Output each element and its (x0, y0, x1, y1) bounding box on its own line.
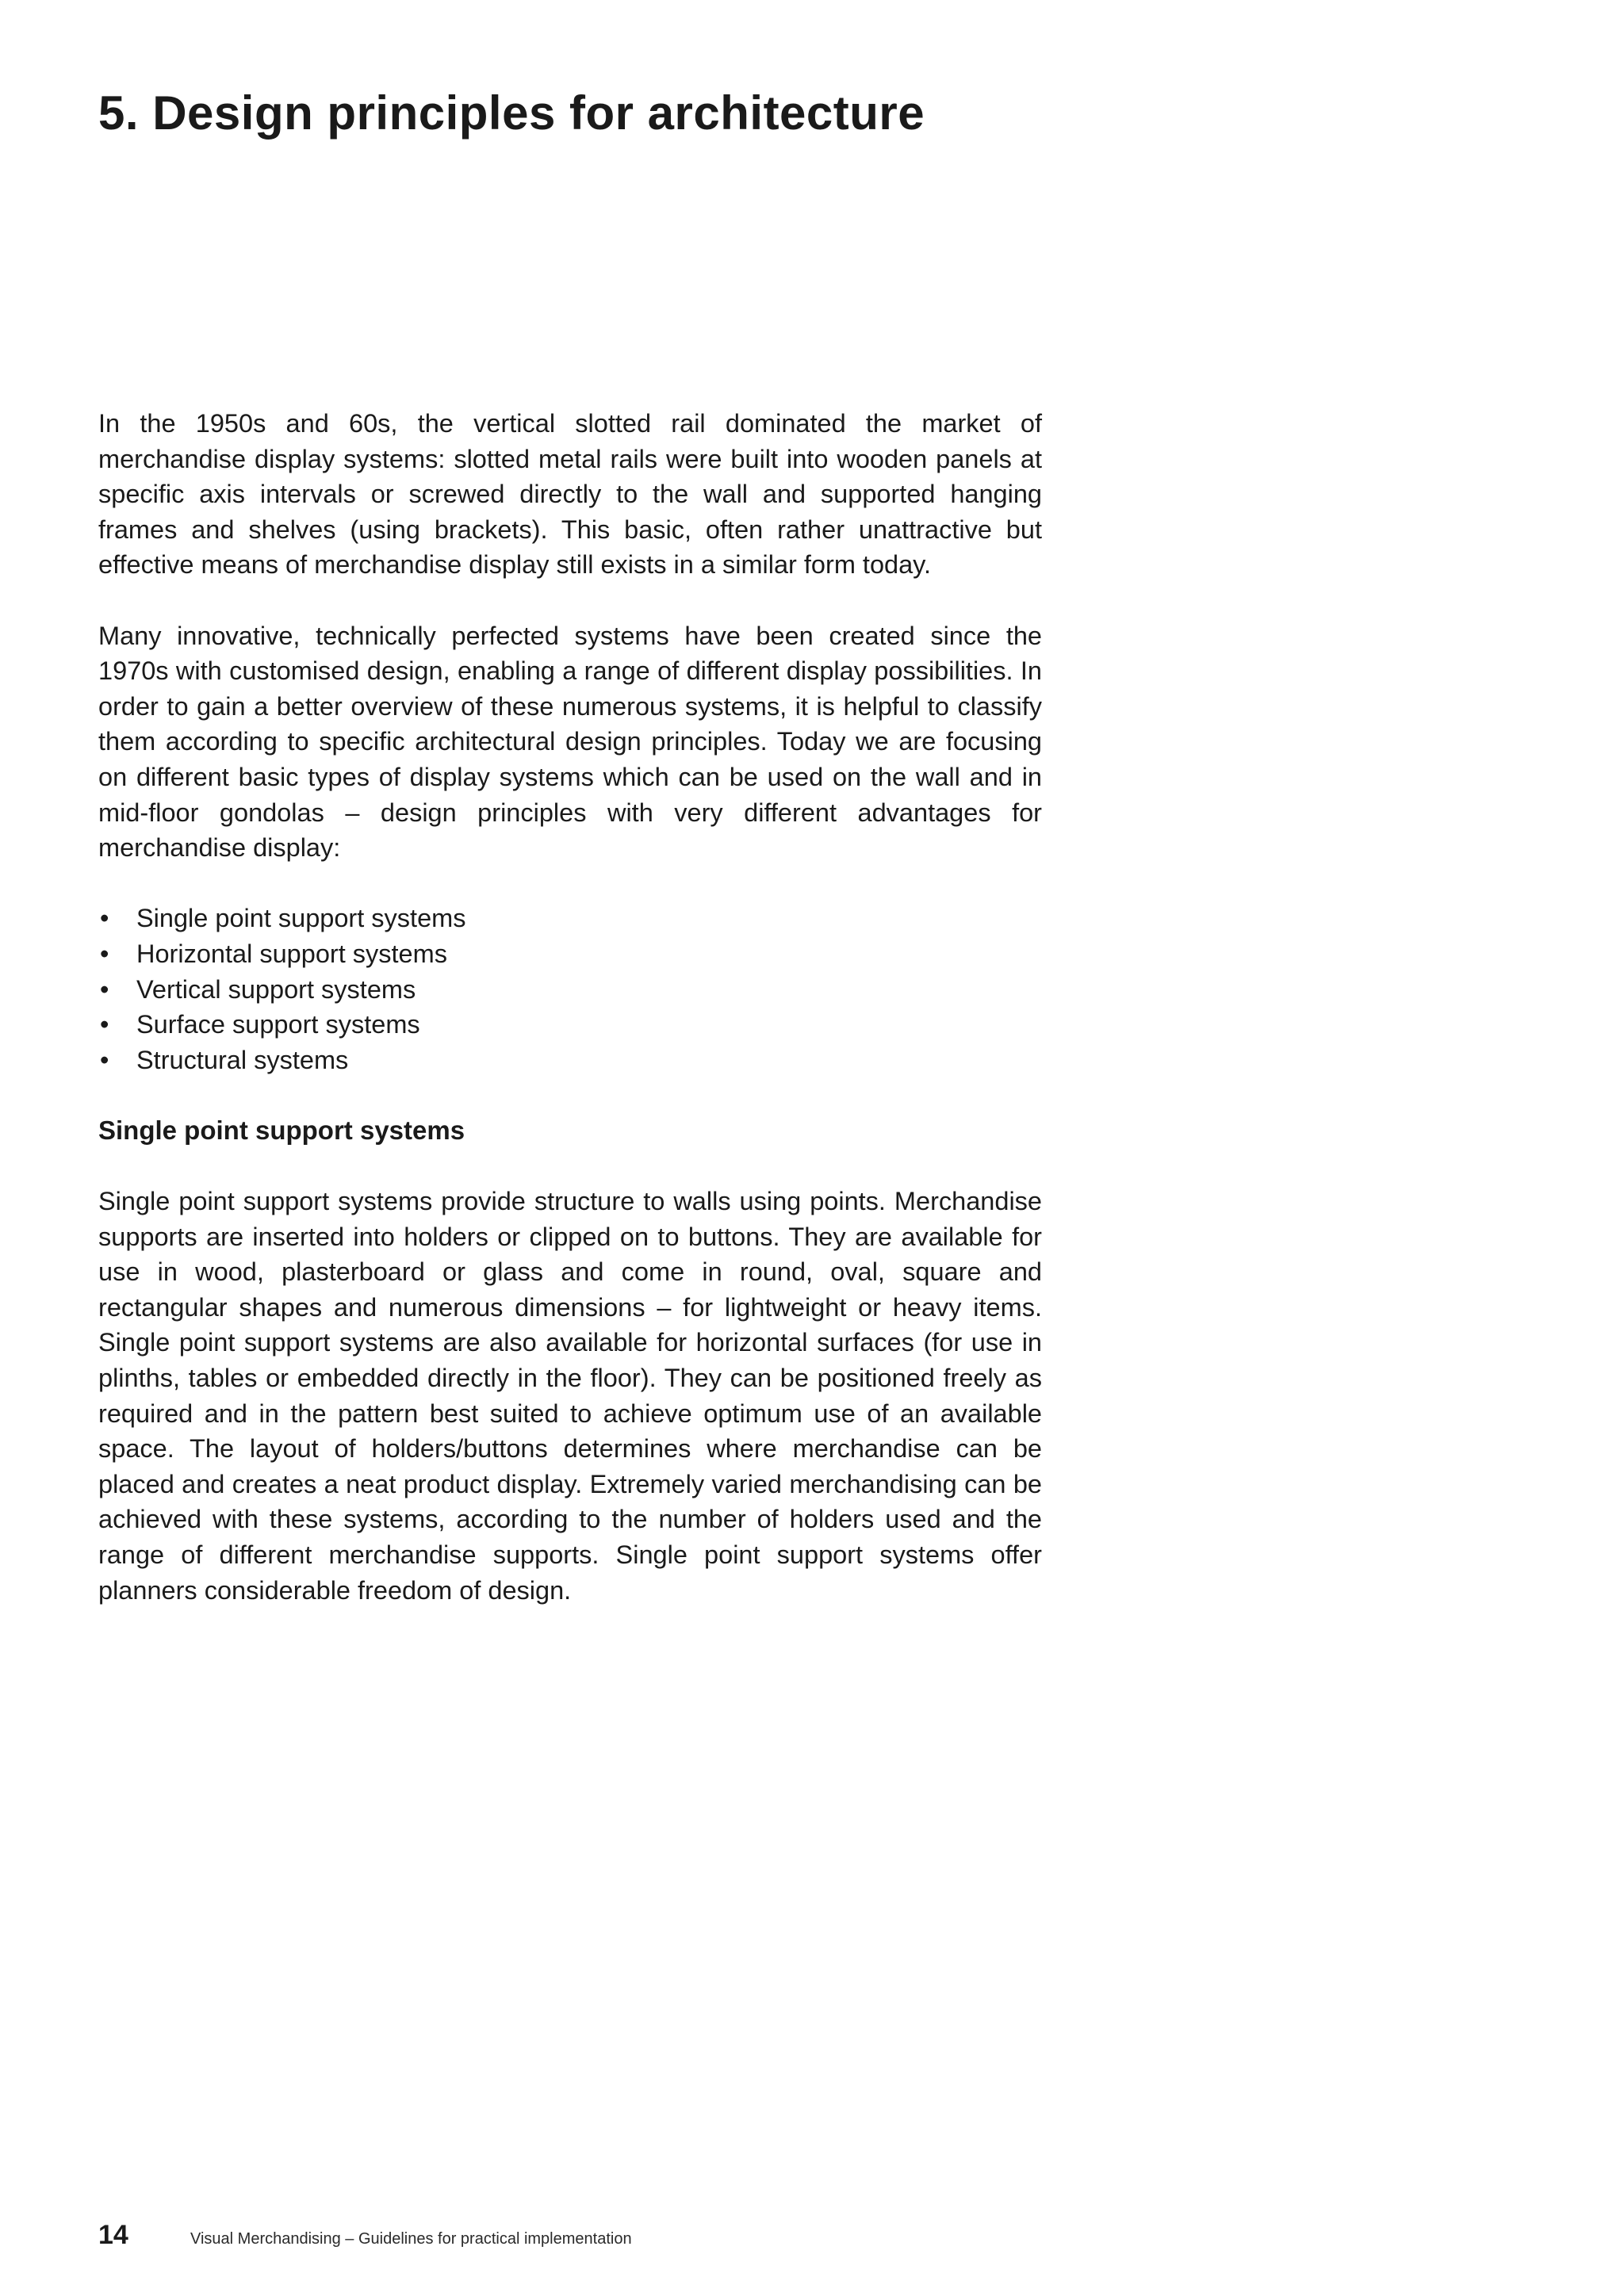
list-item-text: Surface support systems (136, 1010, 420, 1039)
list-item-text: Horizontal support systems (136, 939, 447, 968)
list-item (98, 1007, 1042, 1043)
list-item-text: Structural systems (136, 1045, 349, 1074)
intro-paragraph-1: In the 1950s and 60s, the vertical slotted rail dominated the market of merchandise display systems: slotted metal rails were built into wooden panels at specific axis intervals or screwed directly to the wall and supported hanging frames and shelves (using brackets). This basic, often rather unattractive but effective means of merchandise display still exists in a similar form today. (98, 409, 1042, 580)
bullet-icon: • (100, 1010, 109, 1039)
bullet-icon: • (100, 904, 109, 933)
page-footer (98, 2220, 632, 2251)
section-heading: Single point support systems (98, 1115, 465, 1145)
bullet-icon: • (100, 939, 109, 968)
list-item (98, 1043, 1042, 1078)
intro-paragraph-2: Many innovative, technically perfected systems have been created since the 1970s with customised design, enabling a range of different display possibilities. In order to gain a better overview of these numerous systems, it is helpful to classify them according to specific architectural design principles. Today we are focusing on different basic types of display systems which can be used on the wall and in mid-floor gondolas – design principles with very different advantages for merchandise display: (98, 621, 1042, 863)
bullet-icon: • (100, 1045, 109, 1074)
list-item-text: Vertical support systems (136, 974, 416, 1004)
list-item (98, 936, 1042, 972)
design-principles-list (98, 901, 1042, 1077)
list-item (98, 972, 1042, 1008)
body-content (98, 406, 1042, 1644)
section-paragraph: Single point support systems provide structure to walls using points. Merchandise supports are inserted into holders or clipped on to buttons. They are available for use in wood, plasterboard or glass and come in round, oval, square and rectangular shapes and numerous dimensions – for lightweight or heavy items. Single point support systems are also available for horizontal surfaces (for use in plinths, tables or embedded directly in the floor). They can be positioned freely as required and in the pattern best suited to achieve optimum use of an available space. The layout of holders/buttons determines where merchandise can be placed and creates a neat product display. Extremely varied merchandising can be achieved with these systems, according to the number of holders used and the range of different merchandise supports. Single point support systems offer planners considerable freedom of design. (98, 1187, 1042, 1605)
list-item (98, 901, 1042, 936)
list-item-text: Single point support systems (136, 904, 466, 933)
page-title: 5. Design principles for architecture (98, 86, 925, 140)
bullet-icon: • (100, 974, 109, 1004)
running-title: Visual Merchandising – Guidelines for practical implementation (190, 2230, 632, 2248)
page-number: 14 (98, 2220, 128, 2250)
